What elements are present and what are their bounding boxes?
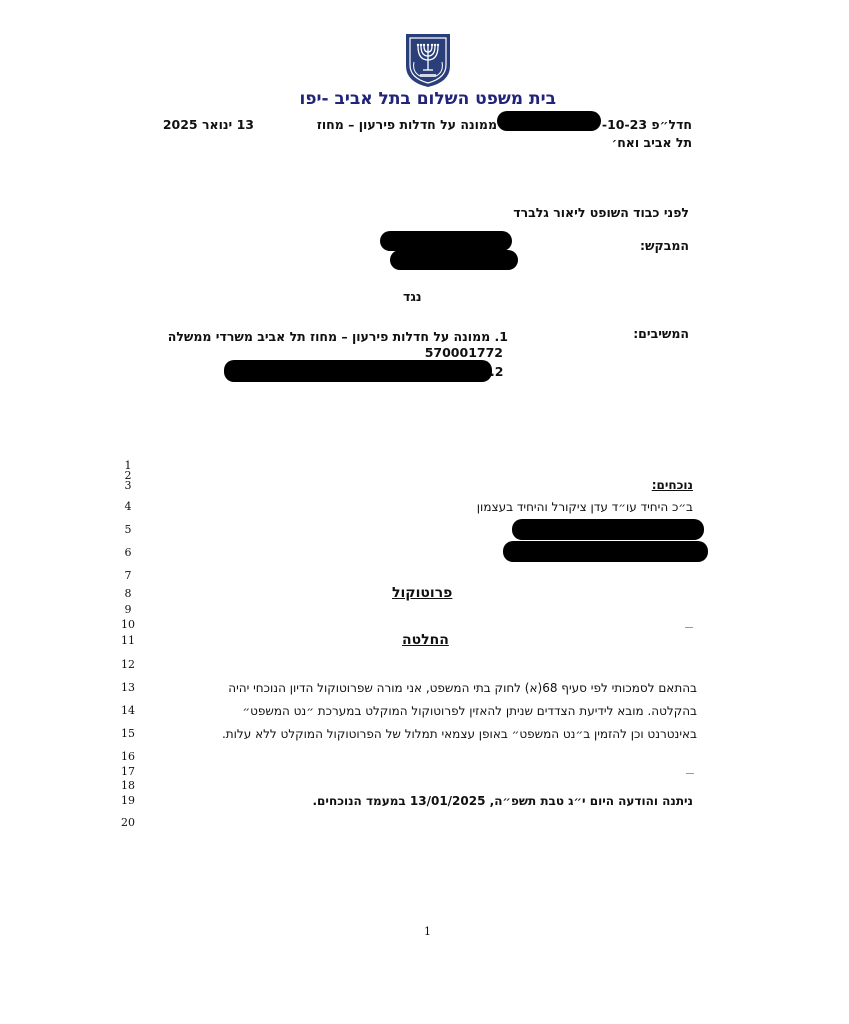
line-number: 20 xyxy=(121,816,135,829)
line-number: 14 xyxy=(121,704,135,717)
present-line: ב״כ היחיד עו״ד עדן ציקורל והיחיד בעצמון xyxy=(476,500,693,514)
present-label: נוכחים: xyxy=(651,478,693,492)
decision-paragraph-line-2: בהקלטה. מובא לידיעת הצדדים שניתן להאזין לפרוטוקול המוקלט במערכת ״נט המשפט״ xyxy=(242,704,697,718)
court-name: בית משפט השלום בתל אביב -יפו xyxy=(299,89,556,109)
line-number: 1 xyxy=(124,459,132,472)
applicant-redaction-1 xyxy=(380,231,512,251)
line-number: 4 xyxy=(124,500,132,513)
present-redaction-1 xyxy=(512,519,704,540)
respondent-1: 1. ממונה על חדלות פירעון – מחוז תל אביב משרדי ממשלה xyxy=(167,329,508,344)
respondent-1-id: 570001772 xyxy=(424,345,503,360)
case-number: חדל״פ 10-23- xyxy=(601,117,692,132)
line-number: 17 xyxy=(121,765,135,778)
respondents-label: המשיבים: xyxy=(633,326,689,341)
case-title-continued: תל אביב ואח׳ xyxy=(611,135,692,150)
page-number: 1 xyxy=(424,925,431,938)
versus-label: נגד xyxy=(403,289,422,304)
case-number-redaction xyxy=(497,111,601,131)
line-number: 12 xyxy=(121,658,135,671)
decision-paragraph-line-3: באינטרנט וכן להזמין ב״נט המשפט״ באופן עצמאי תמלול של הפרוטוקול המוקלט ללא עלות. xyxy=(221,727,697,741)
decision-paragraph-line-1: בהתאם לסמכותי לפי סעיף 68(א) לחוק בתי המשפט, אני מורה שפרוטוקול הדיון הנוכחי יהיה xyxy=(228,681,697,695)
line-number: 11 xyxy=(121,634,135,647)
line-number: 15 xyxy=(121,727,135,740)
line-number: 8 xyxy=(124,587,132,600)
line-number: 3 xyxy=(124,479,132,492)
case-date: 13 ינואר 2025 xyxy=(162,117,254,132)
protocol-title: פרוטוקול xyxy=(392,585,453,601)
state-emblem-icon xyxy=(404,32,452,88)
line-number: 2 xyxy=(124,469,132,482)
line-number: 19 xyxy=(121,794,135,807)
line-number: 10 xyxy=(121,618,135,631)
line-number: 7 xyxy=(124,569,132,582)
line-number: 16 xyxy=(121,750,135,763)
present-redaction-2 xyxy=(503,541,708,562)
line-number: 6 xyxy=(124,546,132,559)
line-number: 5 xyxy=(124,523,132,536)
line-number: 18 xyxy=(121,779,135,792)
separator-mark xyxy=(685,627,693,628)
decision-title: החלטה xyxy=(402,632,449,648)
applicant-label: המבקש: xyxy=(640,238,689,253)
case-title: ממונה על חדלות פירעון – מחוז xyxy=(316,117,497,132)
applicant-redaction-2 xyxy=(390,250,518,270)
respondent-2-redaction xyxy=(224,360,492,382)
separator-mark xyxy=(686,773,694,774)
line-number: 9 xyxy=(124,603,132,616)
respondent-2-number: .2 xyxy=(490,364,504,379)
judge-line: לפני כבוד השופט ליאור גלברד xyxy=(513,205,689,220)
line-number: 13 xyxy=(121,681,135,694)
given-line: ניתנה והודעה היום י״ג טבת תשפ״ה, 13/01/2025 במעמד הנוכחים. xyxy=(312,794,693,808)
